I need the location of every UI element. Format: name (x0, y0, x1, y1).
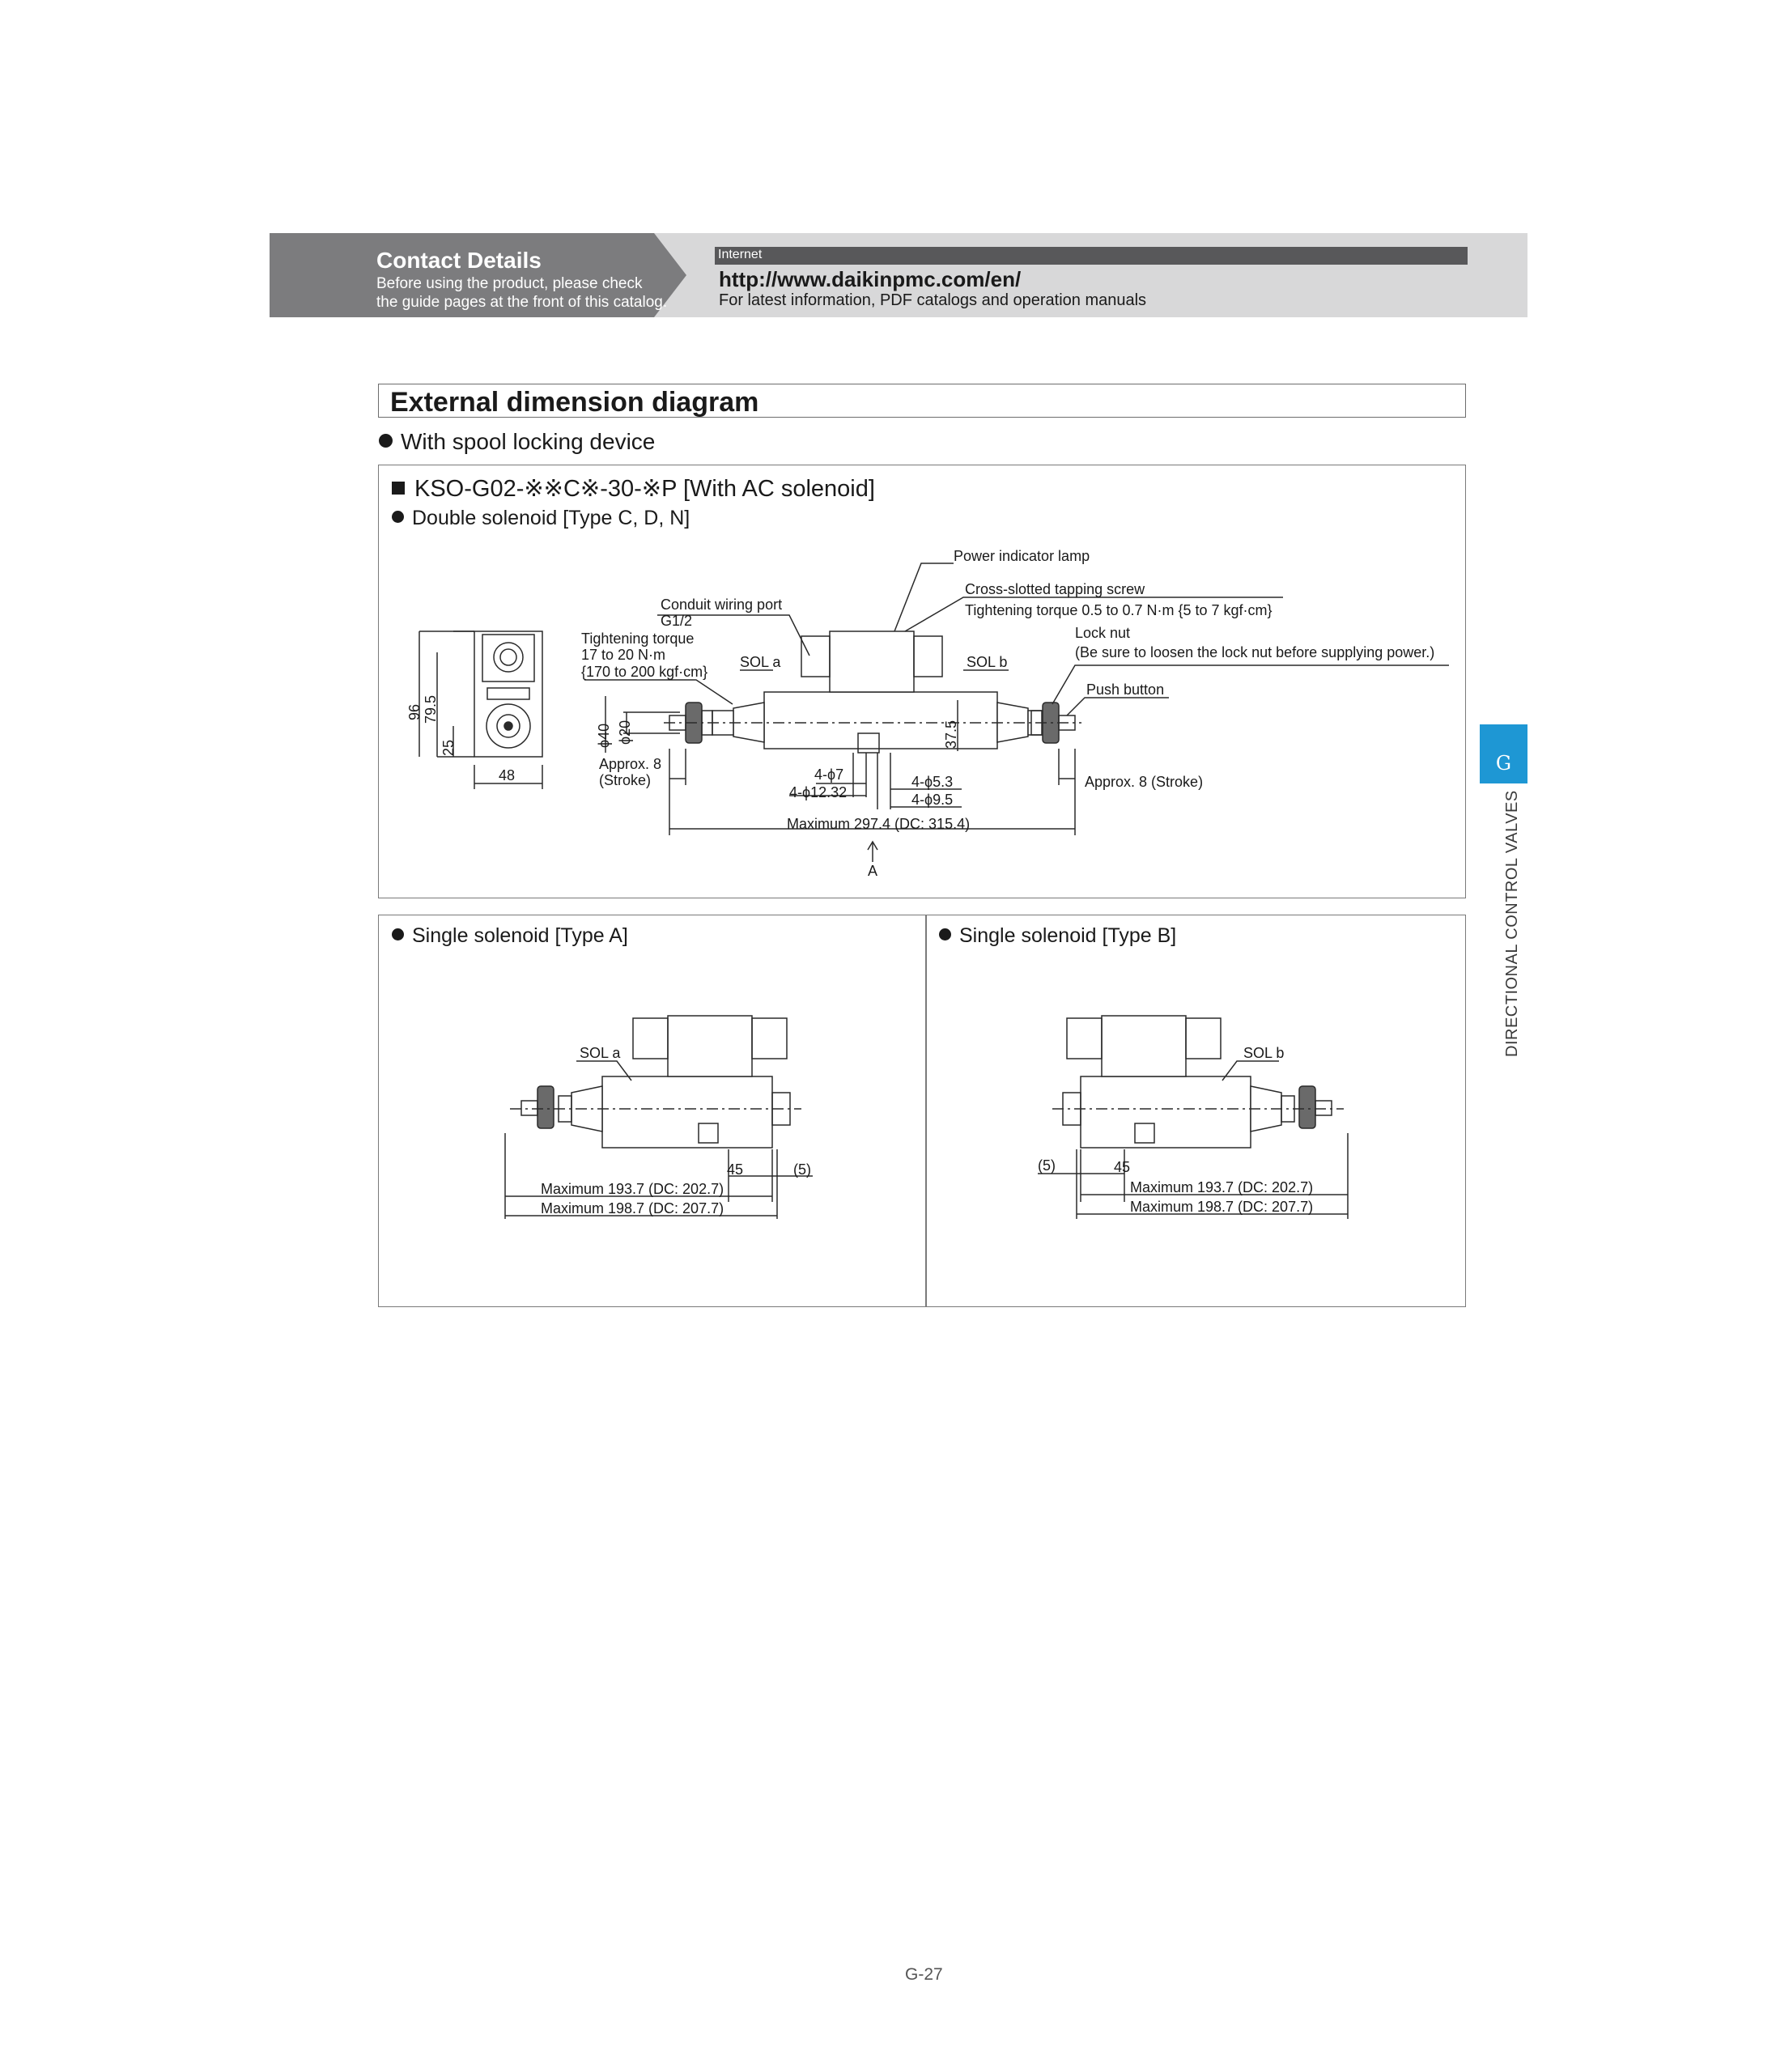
type-b-sol-label: SOL b (1243, 1045, 1285, 1061)
type-a-dim-5: (5) (793, 1161, 811, 1178)
type-b-dim-5: (5) (1038, 1157, 1056, 1174)
page-number: G-27 (905, 1965, 943, 1984)
contact-note: Before using the product, please check the guide pages at the front of this catalog. (376, 275, 668, 311)
section-title: External dimension diagram (390, 387, 759, 418)
type-b-port-right (1186, 1018, 1221, 1059)
type-a-max-1: Maximum 193.7 (DC: 202.7) (541, 1181, 724, 1197)
type-b-body (1081, 1076, 1251, 1148)
label-power-lamp: Power indicator lamp (954, 548, 1090, 564)
label-dim-phi20: ϕ20 (617, 720, 633, 745)
type-a-sol-label: SOL a (580, 1045, 621, 1061)
label-conduit: Conduit wiring port (661, 597, 783, 613)
double-type-label: Double solenoid [Type C, D, N] (412, 507, 690, 529)
type-a-dim-45: 45 (727, 1161, 744, 1178)
label-torque-kgf: {170 to 200 kgf·cm} (581, 664, 708, 680)
label-conduit-size: G1/2 (661, 613, 693, 629)
label-stroke-left-1: Approx. 8 (599, 756, 662, 772)
contact-title: Contact Details (376, 248, 542, 273)
label-dim-48: 48 (499, 767, 516, 783)
type-a-lock-nut (537, 1086, 554, 1128)
website-note: For latest information, PDF catalogs and operation manuals (719, 291, 1147, 309)
label-dim-96: 96 (406, 703, 423, 720)
label-stroke-right: Approx. 8 (Stroke) (1085, 774, 1204, 790)
label-dim-4phi9: 4-ϕ9.5 (911, 792, 954, 808)
type-b-max-1: Maximum 193.7 (DC: 202.7) (1130, 1179, 1314, 1195)
label-sol-a: SOL a (740, 654, 781, 670)
type-b-max-2: Maximum 198.7 (DC: 207.7) (1130, 1199, 1314, 1215)
label-screw-torque: Tightening torque 0.5 to 0.7 N·m {5 to 7 kgf·cm} (965, 602, 1273, 618)
section-tab-g[interactable] (1480, 724, 1527, 783)
type-a-coil (668, 1016, 752, 1076)
label-dim-4phi12: 4-ϕ12.32 (789, 784, 848, 800)
label-dim-25: 25 (440, 739, 457, 756)
label-arrow-a: A (868, 863, 878, 879)
model-label: KSO-G02-※※C※-30-※P [With AC solenoid] (414, 476, 875, 502)
label-torque-nm: 17 to 20 N·m (581, 647, 666, 663)
type-b-dim-45: 45 (1114, 1159, 1131, 1175)
variant-label: With spool locking device (401, 429, 656, 454)
type-b-coil (1102, 1016, 1186, 1076)
type-a-body (602, 1076, 772, 1148)
label-dim-4phi7: 4-ϕ7 (814, 766, 844, 783)
label-screw: Cross-slotted tapping screw (965, 581, 1145, 597)
label-stroke-left-2: (Stroke) (599, 772, 652, 788)
type-b-push-button (1315, 1101, 1332, 1115)
label-dim-4phi5: 4-ϕ5.3 (911, 774, 954, 790)
label-lock-nut: Lock nut (1075, 625, 1131, 641)
type-a-port-left (633, 1018, 668, 1059)
label-dim-phi40: ϕ40 (596, 723, 612, 748)
type-b-port-left (1067, 1018, 1102, 1059)
label-lock-nut-note: (Be sure to loosen the lock nut before supplying power.) (1075, 644, 1435, 660)
label-push-button: Push button (1086, 681, 1165, 698)
type-a-max-2: Maximum 198.7 (DC: 207.7) (541, 1200, 724, 1216)
label-dim-37-5: 37.5 (943, 720, 959, 749)
section-tab-letter: G (1495, 752, 1512, 775)
website-link[interactable]: http://www.daikinpmc.com/en/ (719, 267, 1022, 291)
type-b-lock-nut (1299, 1086, 1315, 1128)
type-a-push-button (521, 1101, 537, 1115)
type-a-port-right (752, 1018, 787, 1059)
label-torque-title: Tightening torque (581, 631, 695, 647)
label-dim-79-5: 79.5 (423, 694, 439, 724)
label-sol-b: SOL b (967, 654, 1008, 670)
section-caption: DIRECTIONAL CONTROL VALVES (1503, 790, 1521, 1057)
internet-label: Internet (718, 248, 763, 261)
single-b-label: Single solenoid [Type B] (959, 924, 1177, 947)
label-max-length: Maximum 297.4 (DC: 315.4) (787, 816, 971, 832)
single-a-label: Single solenoid [Type A] (412, 924, 628, 947)
